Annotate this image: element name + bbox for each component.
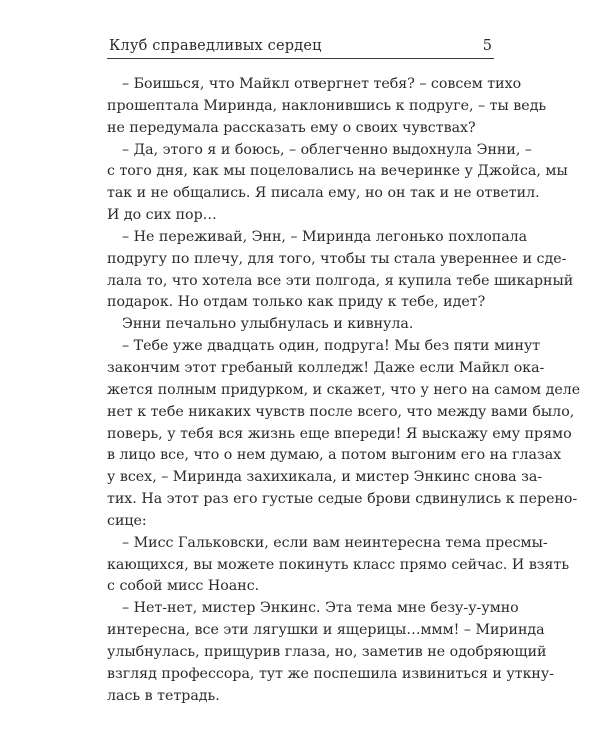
text-line: кающихся, вы можете покинуть класс прямо сейчас. И взять xyxy=(107,556,570,573)
text-line: лала то, что хотела все эти полгода, я купила тебе шикарный xyxy=(107,272,574,289)
text-line: с того дня, как мы поцеловались на вечеринке у Джойса, мы xyxy=(107,163,568,180)
book-title: Клуб справедливых сердец xyxy=(109,38,322,54)
text-line: – Нет-нет, мистер Энкинс. Эта тема мне безу-у-умно xyxy=(122,600,519,617)
text-line: – Мисс Гальковски, если вам неинтересна тема пресмы- xyxy=(122,534,548,551)
text-line: – Тебе уже двадцать один, подруга! Мы без пяти минут xyxy=(122,338,541,355)
page-body-text xyxy=(107,74,581,707)
text-line: Энни печально улыбнулась и кивнула. xyxy=(122,316,414,333)
text-line: так и не общались. Я писала ему, но он так и не ответил. xyxy=(107,185,540,202)
text-line: подарок. Но отдам только как приду к тебе, идет? xyxy=(107,294,486,311)
text-line: прошептала Миринда, наклонившись к подруге, – ты ведь xyxy=(107,97,547,114)
text-line: нет к тебе никаких чувств после всего, что между вами было, xyxy=(107,403,575,420)
text-line: взгляд профессора, тут же поспешила извиниться и уткну- xyxy=(107,665,555,682)
text-line: – Да, этого я и боюсь, – облегченно выдохнула Энни, – xyxy=(122,141,532,158)
text-line: закончим этот гребаный колледж! Даже если Майкл ока- xyxy=(107,359,545,376)
text-line: с собой мисс Ноанс. xyxy=(107,578,260,595)
text-line: в лицо все, что о нем думаю, а потом выгоним его на глазах xyxy=(107,447,562,464)
text-line: поверь, у тебя вся жизнь еще впереди! Я выскажу ему прямо xyxy=(107,425,572,442)
text-line: лась в тетрадь. xyxy=(107,687,220,704)
text-line: – Не переживай, Энн, – Миринда легонько похлопала xyxy=(122,228,528,245)
text-line: интересна, все эти лягушки и ящерицы…ммм! – Миринда xyxy=(107,622,545,639)
text-line: не передумала рассказать ему о своих чувствах? xyxy=(107,119,476,136)
text-line: улыбнулась, прищурив глаза, но, заметив не одобряющий xyxy=(107,643,547,660)
text-line: тих. На этот раз его густые седые брови сдвинулись к перено- xyxy=(107,491,578,508)
running-header xyxy=(107,34,494,59)
text-line: И до сих пор… xyxy=(107,207,217,224)
text-line: подругу по плечу, для того, чтобы ты стала увереннее и сде- xyxy=(107,250,567,267)
text-line: у всех, – Миринда захихикала, и мистер Энкинс снова за- xyxy=(107,469,543,486)
text-line: – Боишься, что Майкл отвергнет тебя? – совсем тихо xyxy=(122,76,522,92)
text-line: сице: xyxy=(107,512,147,529)
text-line: жется полным придурком, и скажет, что у него на самом деле xyxy=(107,381,581,398)
page-number: 5 xyxy=(482,38,492,54)
